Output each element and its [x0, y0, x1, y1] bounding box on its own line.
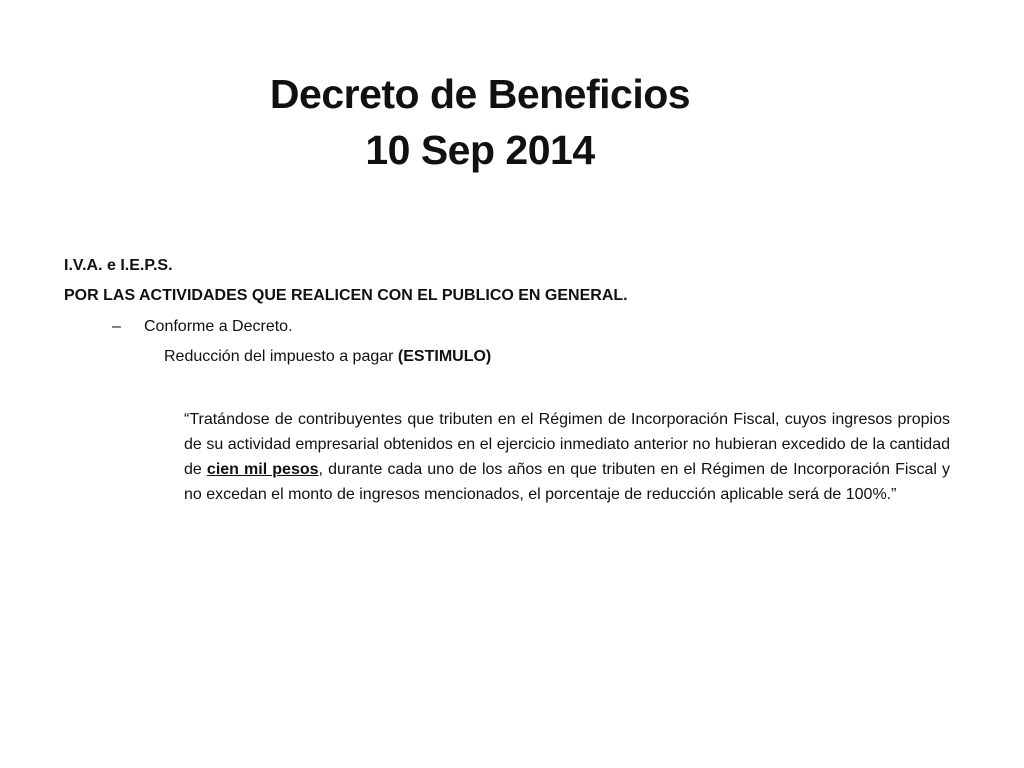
activities-heading: POR LAS ACTIVIDADES QUE REALICEN CON EL PUBLICO EN GENERAL. [64, 287, 628, 304]
title-line-1: Decreto de Beneficios [269, 71, 691, 117]
tax-heading: I.V.A. e I.E.P.S. [64, 257, 173, 274]
decree-quote [184, 407, 950, 507]
quote-text-before: “Tratándose de contribuyentes que tributen en el Régimen de Incorporación Fiscal, cuyos ingresos propios de su actividad empresarial obtenidos en el ejercicio inmediato anterior no hubieran excedido de la cantidad de [184, 411, 950, 478]
quote-text-after: , durante cada uno de los años en que tributen en el Régimen de Incorporación Fiscal y no excedan el monto de ingresos mencionados, el porcentaje de reducción aplicable será de 100%.” [184, 461, 951, 503]
bullet-dash: – [112, 318, 121, 335]
quote-emphasis-amount: cien mil pesos [206, 461, 319, 478]
slide-title [180, 66, 780, 178]
title-line-2: 10 Sep 2014 [365, 127, 595, 173]
reduction-line [164, 347, 491, 367]
reduction-text: Reducción del impuesto a pagar [164, 348, 398, 365]
reduction-stimulus: (ESTIMULO) [397, 348, 492, 365]
decree-bullet: Conforme a Decreto. [144, 318, 293, 335]
